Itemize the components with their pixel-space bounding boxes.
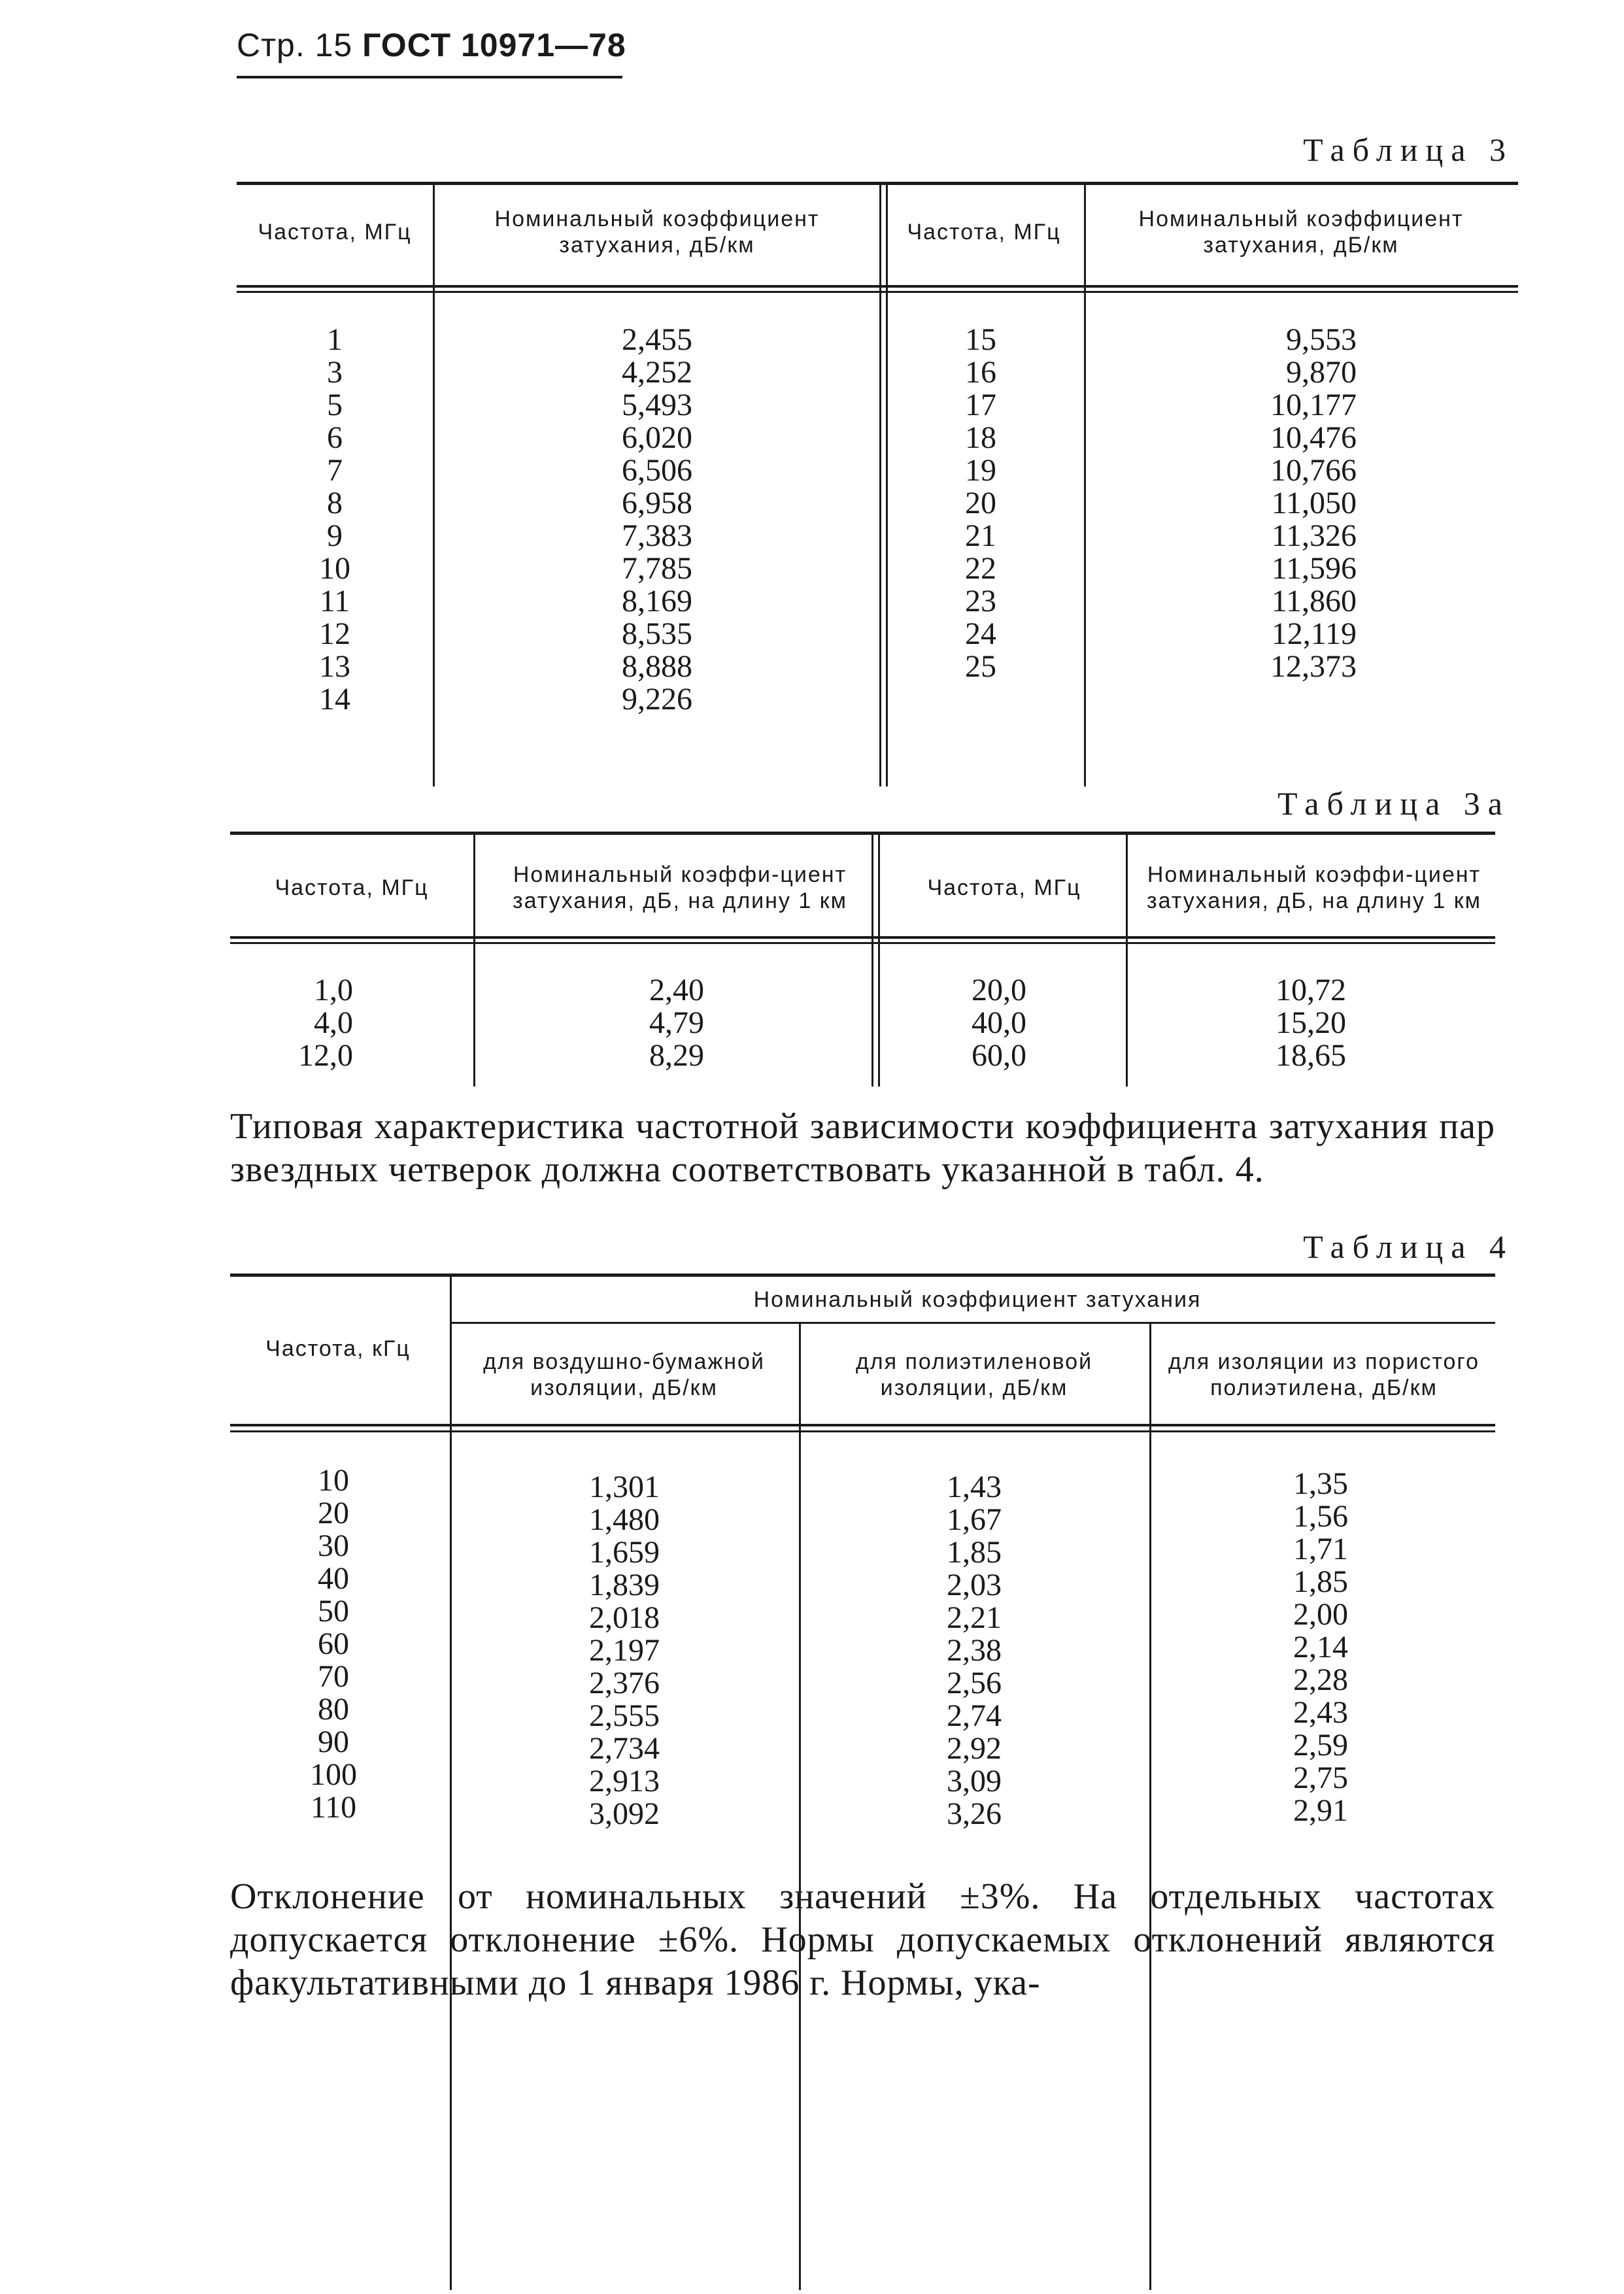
table4-col-pe-cell: 2,21 [947,1600,1002,1635]
table3a-header-rule-a [230,936,1495,939]
table3-col-coef-2-cell: 9,870 [1286,355,1357,390]
table3-col-coef-2-cell: 10,177 [1270,388,1357,422]
table3a-divider-1 [473,835,475,1087]
table3-col-freq-1-cell: 9 [327,518,343,553]
table3-col-coef-1-cell: 7,785 [622,551,692,586]
table3-col-coef-1-cell: 7,383 [622,518,692,553]
table4-header-paper: для воздушно-бумажной изоляции, дБ/км [483,1349,765,1400]
table3-col-freq-1-cell: 3 [327,355,343,390]
table3-col-freq-2-cell: 16 [965,355,996,390]
table4-col-foam-pe-cell: 1,35 [1293,1466,1348,1501]
table4-header-pe: для полиэтиленовой изоляции, дБ/км [855,1349,1093,1400]
table3-divider-2b [886,185,888,786]
table4-divider-1 [450,1277,452,2290]
table3-col-freq-2-cell: 23 [965,584,996,618]
table4-col-pe-cell: 2,92 [947,1731,1002,1766]
table4-col-freq-cell: 10 [318,1463,349,1498]
table4-col-foam-pe-cell: 2,91 [1293,1793,1348,1828]
table3-col-freq-2-cell: 17 [965,388,996,422]
table3-col-coef-1-cell: 6,958 [622,486,692,520]
table4-col-foam-pe-cell: 2,43 [1293,1695,1348,1730]
table3-col-freq-2-cell: 18 [965,420,996,455]
table3-header-coef-2: Номинальный коэффициент затухания, дБ/км [1138,207,1464,258]
page-number: Стр. 15 [237,27,353,63]
table3a-divider-2b [878,835,880,1087]
table4-col-paper-cell: 2,734 [589,1731,660,1766]
table3-col-coef-1-cell: 2,455 [622,322,692,357]
table4-col-freq-cell: 30 [318,1528,349,1563]
table3a-caption: Таблица 3а [1277,785,1510,822]
table3-col-coef-1-cell: 4,252 [622,355,692,390]
table3a-header-freq-2: Частота, МГц [927,875,1081,900]
header-rule [237,76,622,78]
table4-col-paper-cell: 1,659 [589,1535,660,1570]
paragraph-deviation: Отклонение от номинальных значений ±3%. На отдельных частотах допускается отклонение ±6%. Нормы допускаемых отклонений являются факультативными до 1 января 1986 г. Нормы, ука- [230,1876,1495,2003]
table3-col-freq-2-cell: 22 [965,551,996,586]
table3a-col-freq-1-cell: 1,0 [314,973,353,1007]
table3a-col-freq-1-cell: 4,0 [314,1005,353,1040]
table3-divider-2a [879,185,881,786]
table3a-col-coef-1 [588,974,765,1072]
table4-col-paper-cell: 2,376 [589,1666,660,1700]
table3-col-coef-1-cell: 6,506 [622,453,692,488]
table4-col-foam-pe-cell: 2,59 [1293,1728,1348,1763]
table3-col-coef-2-cell: 12,373 [1270,649,1357,684]
table3-col-freq-2-cell: 20 [965,486,996,520]
table3-top-rule [237,182,1518,185]
table3-col-freq-2-cell: 25 [965,649,996,684]
table4-col-freq-cell: 110 [310,1790,357,1825]
table3-col-coef-2-cell: 11,860 [1271,584,1357,618]
table4-col-pe [899,1471,1049,1830]
table3a-col-coef-2 [1229,974,1393,1072]
table3-col-coef-1 [566,324,749,716]
table3-col-coef-2-cell: 12,119 [1271,616,1357,651]
table3-header-rule-a [237,285,1518,288]
table3-col-freq-1-cell: 14 [319,682,350,717]
table3-col-freq-1-cell: 11 [319,584,350,618]
table4-col-foam-pe-cell: 2,28 [1293,1662,1348,1697]
table3a-col-freq-2-cell: 40,0 [972,1005,1026,1040]
table4-col-freq-cell: 100 [310,1757,357,1792]
table4-col-foam-pe-cell: 1,56 [1293,1499,1348,1534]
table3-col-freq-2 [915,324,1046,683]
table3-col-coef-2-cell: 9,553 [1286,322,1357,357]
table3-col-coef-1-cell: 8,535 [622,616,692,651]
table4-col-foam-pe [1245,1468,1396,1827]
table3a-divider-3 [1126,835,1128,1087]
table3-col-freq-1-cell: 8 [327,486,343,520]
table4-col-freq-cell: 80 [318,1692,349,1727]
table3a-col-coef-1-cell: 8,29 [649,1038,704,1073]
table4-col-freq-cell: 50 [318,1594,349,1628]
table3-col-coef-2-cell: 11,050 [1271,486,1357,520]
table3-col-freq-2-cell: 19 [965,453,996,488]
table3-col-freq-1-cell: 12 [319,616,350,651]
table3-header-rule-b [237,291,1518,293]
table3a-col-freq-1-cell: 12,0 [298,1038,353,1073]
table4-group-rule [451,1322,1495,1324]
table4-col-pe-cell: 1,85 [947,1535,1002,1570]
table3-col-coef-2-cell: 10,766 [1270,453,1357,488]
table4-col-pe-cell: 2,74 [947,1698,1002,1733]
table4-col-freq-cell: 40 [318,1561,349,1596]
table3-divider-3 [1084,185,1086,786]
table3-col-freq-2-cell: 21 [965,518,996,553]
table3a-header-coef-2: Номинальный коэффи-циент затухания, дБ, на длину 1 км [1147,862,1481,913]
table4-col-freq-cell: 20 [318,1496,349,1530]
table4-col-foam-pe-cell: 1,85 [1293,1564,1348,1599]
table3a-col-coef-1-cell: 4,79 [649,1005,704,1040]
table3-col-coef-2-cell: 11,326 [1271,518,1357,553]
table4-divider-3 [1149,1324,1151,2290]
table3-col-coef-1-cell: 8,888 [622,649,692,684]
page-header [237,26,626,64]
table4-col-freq [281,1464,386,1824]
table3-header-coef-1: Номинальный коэффициент затухания, дБ/км [494,207,820,258]
table3-header-freq-2: Частота, МГц [907,220,1061,245]
table3a-header-coef-1: Номинальный коэффи-циент затухания, дБ, на длину 1 км [513,862,847,913]
table4-col-pe-cell: 3,09 [947,1764,1002,1798]
paragraph-table4-intro: Типовая характеристика частотной зависимости коэффициента затухания пар звездных четверок должна соответствовать указанной в табл. 4. [230,1106,1495,1190]
table4-col-freq-cell: 70 [318,1659,349,1694]
table3-col-freq-1-cell: 5 [327,388,343,422]
table4-col-foam-pe-cell: 1,71 [1293,1532,1348,1566]
table3-col-freq-2-cell: 15 [965,322,996,357]
table3-col-freq-1-cell: 7 [327,453,343,488]
table4-col-freq-cell: 90 [318,1725,349,1759]
table3-col-coef-2-cell: 11,596 [1271,551,1357,586]
table4-col-paper-cell: 2,555 [589,1698,660,1733]
table3-caption: Таблица 3 [1303,131,1514,168]
table3-col-freq-1-cell: 1 [327,322,343,357]
table3-divider-1 [433,185,435,786]
table4-col-pe-cell: 2,03 [947,1568,1002,1602]
table3a-header-freq-1: Частота, МГц [275,875,429,900]
table3a-col-freq-2 [928,974,1026,1072]
table4-col-foam-pe-cell: 2,00 [1293,1597,1348,1632]
table4-col-paper-cell: 1,480 [589,1502,660,1537]
table4-divider-2 [799,1324,801,2290]
table4-col-paper-cell: 3,092 [589,1796,660,1831]
table4-col-pe-cell: 1,43 [947,1470,1002,1504]
table4-col-pe-cell: 3,26 [947,1796,1002,1831]
table3a-top-rule [230,832,1495,835]
table4-col-foam-pe-cell: 2,14 [1293,1630,1348,1664]
table3-col-freq-1-cell: 10 [319,551,350,586]
table4-col-paper-cell: 2,018 [589,1600,660,1635]
table3-col-freq-1 [269,324,400,716]
table3-col-coef-1-cell: 5,493 [622,388,692,422]
table4-col-paper-cell: 1,301 [589,1470,660,1504]
table4-col-pe-cell: 1,67 [947,1502,1002,1537]
table4-header-foam-pe: для изоляции из пористого полиэтилена, дБ/км [1168,1349,1480,1400]
table3a-col-coef-2-cell: 15,20 [1276,1005,1346,1040]
table3a-col-coef-2-cell: 10,72 [1276,973,1346,1007]
table3-col-coef-1-cell: 9,226 [622,682,692,717]
table4-col-paper-cell: 2,197 [589,1633,660,1668]
table4-header-freq: Частота, кГц [265,1336,411,1361]
table3a-col-freq-2-cell: 60,0 [972,1038,1026,1073]
table3-col-freq-1-cell: 13 [319,649,350,684]
table4-caption: Таблица 4 [1303,1228,1514,1265]
table4-col-foam-pe-cell: 2,75 [1293,1761,1348,1795]
table4-col-paper [543,1471,706,1830]
table3a-divider-2a [871,835,873,1087]
table3-header-freq-1: Частота, МГц [258,220,412,245]
table3a-col-coef-1-cell: 2,40 [649,973,704,1007]
table3a-col-freq-1 [255,974,353,1072]
table4-header-rule-a [230,1424,1495,1426]
table3a-col-freq-2-cell: 20,0 [972,973,1026,1007]
table4-col-pe-cell: 2,38 [947,1633,1002,1668]
table3a-col-coef-2-cell: 18,65 [1276,1038,1346,1073]
table3-col-coef-2-cell: 10,476 [1270,420,1357,455]
table3a-header-rule-b [230,942,1495,944]
table4-header-group: Номинальный коэффициент затухания [753,1287,1202,1312]
table4-col-pe-cell: 2,56 [947,1666,1002,1700]
document-code: ГОСТ 10971—78 [362,27,626,63]
table3-col-freq-2-cell: 24 [965,616,996,651]
table4-col-paper-cell: 1,839 [589,1568,660,1602]
table3-col-coef-2 [1210,324,1357,683]
table3-col-coef-1-cell: 8,169 [622,584,692,618]
table4-col-freq-cell: 60 [318,1627,349,1661]
table3-col-coef-1-cell: 6,020 [622,420,692,455]
table3-col-freq-1-cell: 6 [327,420,343,455]
table4-col-paper-cell: 2,913 [589,1764,660,1798]
table4-header-rule-b [230,1430,1495,1432]
